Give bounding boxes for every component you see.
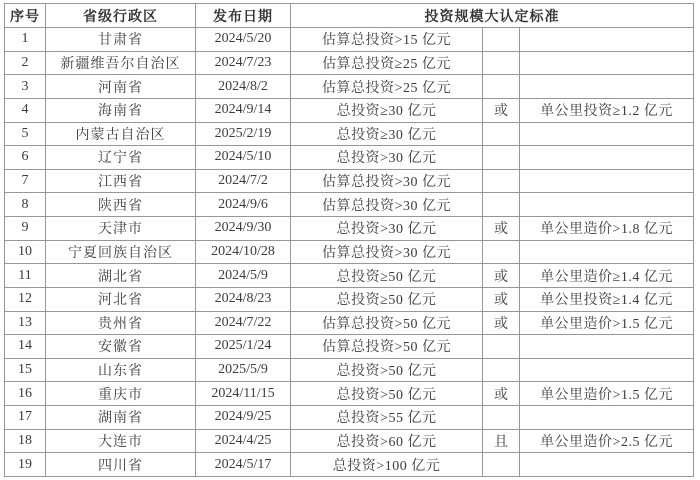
region-cell: 贵州省 [46, 311, 196, 335]
criteria-primary-cell: 总投资>60 亿元 [291, 429, 483, 453]
criteria-primary-cell: 估算总投资>30 亿元 [291, 169, 483, 193]
investment-criteria-table [4, 3, 694, 477]
connector-cell: 且 [483, 429, 520, 453]
region-cell: 湖南省 [46, 406, 196, 430]
connector-cell [483, 146, 520, 170]
region-cell: 甘肃省 [46, 28, 196, 52]
date-cell: 2024/11/15 [196, 382, 291, 406]
criteria-primary-cell: 总投资>30 亿元 [291, 217, 483, 241]
criteria-secondary-cell [520, 335, 694, 359]
row-index-cell: 17 [5, 406, 46, 430]
date-cell: 2024/5/9 [196, 264, 291, 288]
date-cell: 2024/9/6 [196, 193, 291, 217]
region-cell: 宁夏回族自治区 [46, 240, 196, 264]
row-index-cell: 2 [5, 51, 46, 75]
criteria-primary-cell: 估算总投资>15 亿元 [291, 28, 483, 52]
region-cell: 重庆市 [46, 382, 196, 406]
criteria-secondary-cell [520, 193, 694, 217]
connector-cell [483, 51, 520, 75]
row-index-cell: 19 [5, 453, 46, 477]
region-cell: 河南省 [46, 75, 196, 99]
row-index-cell: 7 [5, 169, 46, 193]
table-row [5, 358, 694, 382]
region-cell: 陕西省 [46, 193, 196, 217]
row-index-cell: 1 [5, 28, 46, 52]
connector-cell [483, 75, 520, 99]
criteria-primary-cell: 总投资>50 亿元 [291, 358, 483, 382]
date-cell: 2024/7/22 [196, 311, 291, 335]
row-index-cell: 3 [5, 75, 46, 99]
table-row [5, 453, 694, 477]
row-index-cell: 4 [5, 98, 46, 122]
header-cell-index: 序号 [5, 4, 46, 28]
criteria-primary-cell: 总投资>55 亿元 [291, 406, 483, 430]
date-cell: 2024/8/2 [196, 75, 291, 99]
table-row [5, 406, 694, 430]
header-cell-criteria: 投资规模大认定标准 [291, 4, 694, 28]
row-index-cell: 9 [5, 217, 46, 241]
date-cell: 2024/9/14 [196, 98, 291, 122]
criteria-secondary-cell: 单公里造价>1.8 亿元 [520, 217, 694, 241]
table-row [5, 287, 694, 311]
row-index-cell: 8 [5, 193, 46, 217]
date-cell: 2025/2/19 [196, 122, 291, 146]
row-index-cell: 18 [5, 429, 46, 453]
date-cell: 2024/5/17 [196, 453, 291, 477]
date-cell: 2024/9/30 [196, 217, 291, 241]
header-row [5, 4, 694, 28]
region-cell: 内蒙古自治区 [46, 122, 196, 146]
connector-cell: 或 [483, 287, 520, 311]
criteria-primary-cell: 估算总投资>25 亿元 [291, 75, 483, 99]
row-index-cell: 14 [5, 335, 46, 359]
criteria-primary-cell: 估算总投资≥25 亿元 [291, 51, 483, 75]
connector-cell: 或 [483, 217, 520, 241]
criteria-primary-cell: 估算总投资>50 亿元 [291, 311, 483, 335]
table-row [5, 335, 694, 359]
table-row [5, 217, 694, 241]
criteria-secondary-cell [520, 51, 694, 75]
date-cell: 2024/5/10 [196, 146, 291, 170]
region-cell: 山东省 [46, 358, 196, 382]
criteria-secondary-cell [520, 406, 694, 430]
criteria-secondary-cell: 单公里造价>1.5 亿元 [520, 311, 694, 335]
date-cell: 2025/5/9 [196, 358, 291, 382]
region-cell: 安徽省 [46, 335, 196, 359]
criteria-primary-cell: 总投资>100 亿元 [291, 453, 483, 477]
connector-cell [483, 240, 520, 264]
connector-cell: 或 [483, 311, 520, 335]
row-index-cell: 10 [5, 240, 46, 264]
date-cell: 2024/10/28 [196, 240, 291, 264]
date-cell: 2024/7/23 [196, 51, 291, 75]
connector-cell [483, 193, 520, 217]
criteria-secondary-cell [520, 240, 694, 264]
connector-cell [483, 406, 520, 430]
row-index-cell: 12 [5, 287, 46, 311]
criteria-primary-cell: 总投资≥30 亿元 [291, 98, 483, 122]
table-row [5, 75, 694, 99]
criteria-primary-cell: 总投资≥50 亿元 [291, 264, 483, 288]
table-row [5, 240, 694, 264]
criteria-primary-cell: 总投资>30 亿元 [291, 146, 483, 170]
row-index-cell: 15 [5, 358, 46, 382]
region-cell: 江西省 [46, 169, 196, 193]
table-row [5, 264, 694, 288]
criteria-primary-cell: 总投资>50 亿元 [291, 382, 483, 406]
header-cell-date: 发布日期 [196, 4, 291, 28]
criteria-secondary-cell: 单公里造价>2.5 亿元 [520, 429, 694, 453]
connector-cell [483, 28, 520, 52]
region-cell: 海南省 [46, 98, 196, 122]
table-row [5, 382, 694, 406]
table-row [5, 51, 694, 75]
header-cell-region: 省级行政区 [46, 4, 196, 28]
date-cell: 2025/1/24 [196, 335, 291, 359]
connector-cell: 或 [483, 98, 520, 122]
criteria-secondary-cell: 单公里投资≥1.2 亿元 [520, 98, 694, 122]
region-cell: 四川省 [46, 453, 196, 477]
date-cell: 2024/7/2 [196, 169, 291, 193]
table-row [5, 193, 694, 217]
connector-cell: 或 [483, 264, 520, 288]
criteria-primary-cell: 估算总投资>50 亿元 [291, 335, 483, 359]
criteria-secondary-cell [520, 453, 694, 477]
row-index-cell: 11 [5, 264, 46, 288]
table-row [5, 429, 694, 453]
table-header [5, 4, 694, 28]
row-index-cell: 16 [5, 382, 46, 406]
region-cell: 新疆维吾尔自治区 [46, 51, 196, 75]
region-cell: 河北省 [46, 287, 196, 311]
connector-cell [483, 453, 520, 477]
criteria-primary-cell: 总投资≥30 亿元 [291, 122, 483, 146]
table-row [5, 146, 694, 170]
table-row [5, 28, 694, 52]
date-cell: 2024/5/20 [196, 28, 291, 52]
criteria-secondary-cell [520, 75, 694, 99]
region-cell: 辽宁省 [46, 146, 196, 170]
criteria-secondary-cell [520, 28, 694, 52]
date-cell: 2024/9/25 [196, 406, 291, 430]
region-cell: 大连市 [46, 429, 196, 453]
criteria-secondary-cell [520, 358, 694, 382]
table-row [5, 122, 694, 146]
table-row [5, 311, 694, 335]
row-index-cell: 6 [5, 146, 46, 170]
table-row [5, 169, 694, 193]
date-cell: 2024/4/25 [196, 429, 291, 453]
criteria-secondary-cell [520, 169, 694, 193]
criteria-secondary-cell: 单公里造价>1.5 亿元 [520, 382, 694, 406]
criteria-secondary-cell [520, 122, 694, 146]
row-index-cell: 5 [5, 122, 46, 146]
criteria-primary-cell: 估算总投资>30 亿元 [291, 240, 483, 264]
connector-cell [483, 169, 520, 193]
table-body [5, 28, 694, 477]
region-cell: 天津市 [46, 217, 196, 241]
criteria-secondary-cell: 单公里造价≥1.4 亿元 [520, 264, 694, 288]
table-row [5, 98, 694, 122]
criteria-primary-cell: 总投资≥50 亿元 [291, 287, 483, 311]
connector-cell: 或 [483, 382, 520, 406]
criteria-primary-cell: 估算总投资>30 亿元 [291, 193, 483, 217]
criteria-secondary-cell: 单公里投资≥1.4 亿元 [520, 287, 694, 311]
date-cell: 2024/8/23 [196, 287, 291, 311]
row-index-cell: 13 [5, 311, 46, 335]
region-cell: 湖北省 [46, 264, 196, 288]
connector-cell [483, 358, 520, 382]
connector-cell [483, 335, 520, 359]
criteria-secondary-cell [520, 146, 694, 170]
connector-cell [483, 122, 520, 146]
